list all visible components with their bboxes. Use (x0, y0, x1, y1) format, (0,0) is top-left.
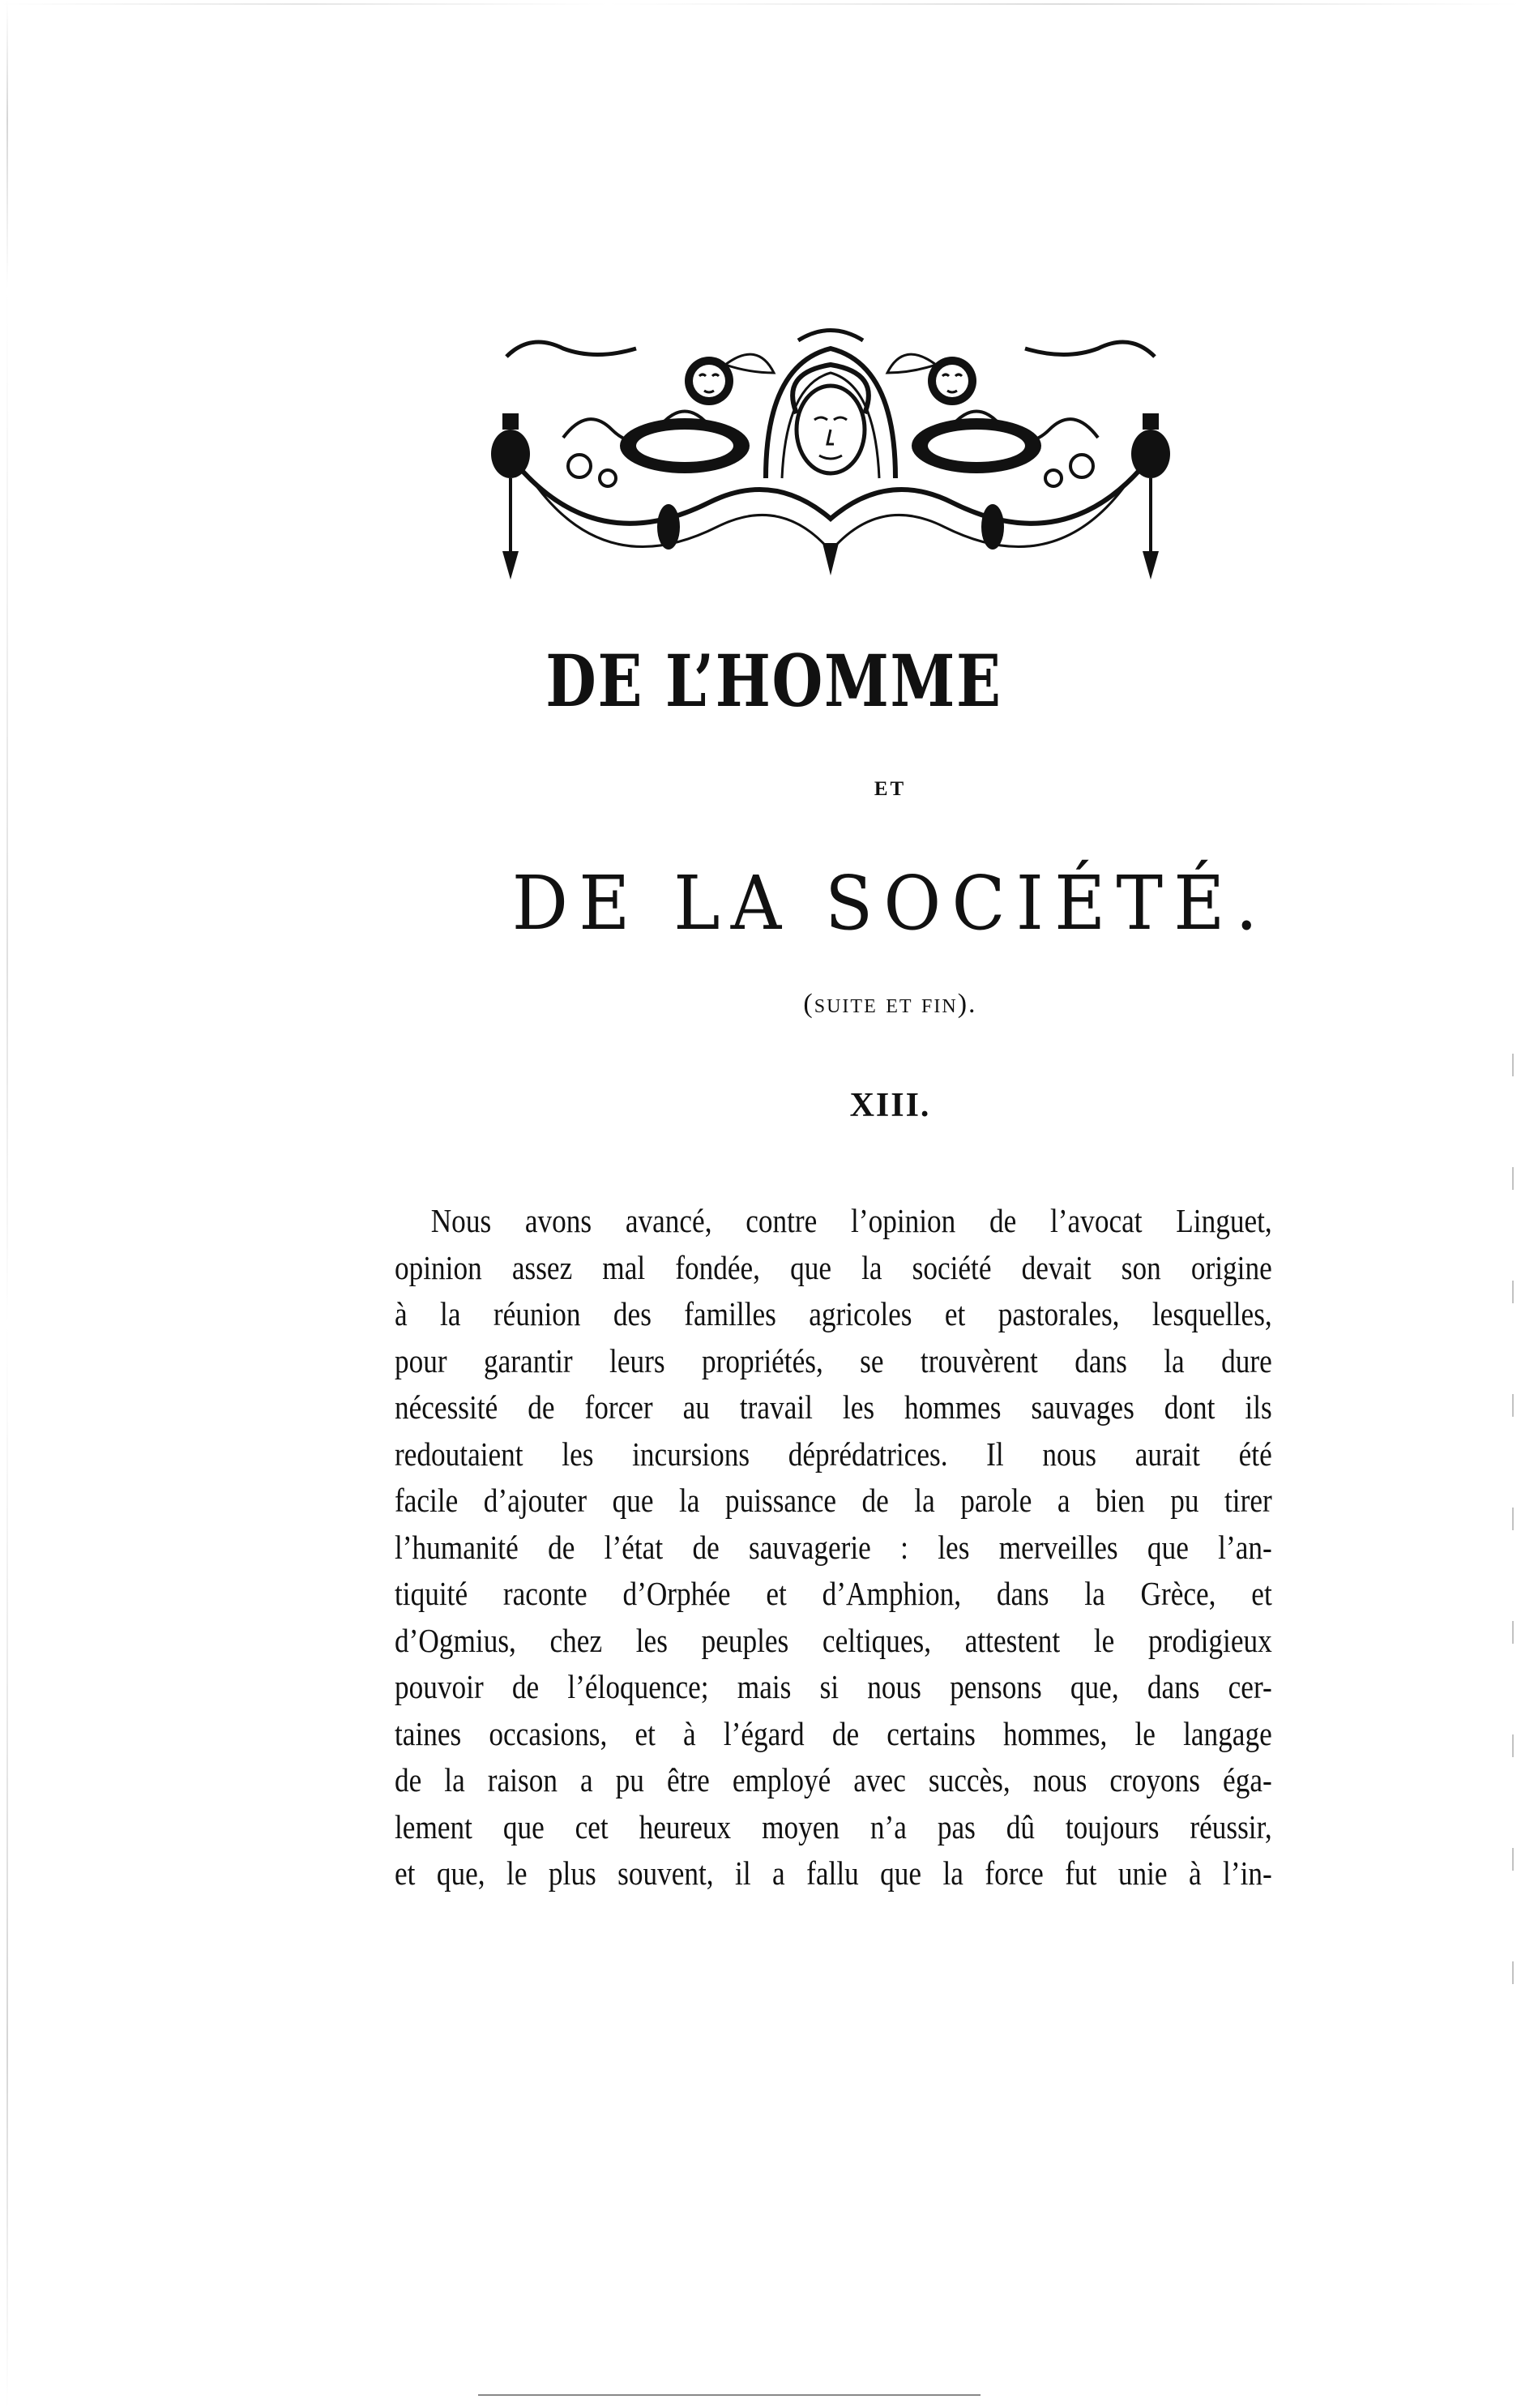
page-title: DE L’HOMME (545, 639, 1002, 723)
scan-edge-top (0, 3, 1521, 5)
text-line: l’humanité de l’état de sauvagerie : les merveilles que l’an- (395, 1528, 1272, 1566)
scan-edge-right (1512, 1054, 1514, 2026)
text-line: de la raison a pu être employé avec succès, nous croyons éga- (395, 1761, 1272, 1799)
ornament-headpiece-icon (466, 316, 1195, 584)
text-line: pour garantir leurs propriétés, se trouvèrent dans la dure (395, 1341, 1272, 1379)
text-line: tiquité raconte d’Orphée et d’Amphion, dans la Grèce, et (395, 1575, 1272, 1612)
body-paragraph (395, 1198, 1272, 1897)
text-line: opinion assez mal fondée, que la société devait son origine (395, 1248, 1272, 1286)
scan-edge-bottom (478, 2394, 981, 2396)
text-line: Nous avons avancé, contre l’opinion de l’avocat Linguet, (430, 1202, 1272, 1239)
text-line: facile d’ajouter que la puissance de la parole a bien pu tirer (395, 1482, 1272, 1519)
title-connector: ET (874, 778, 907, 800)
text-line: et que, le plus souvent, il a fallu que la force fut unie à l’in- (395, 1854, 1272, 1892)
scan-edge-left (6, 0, 8, 2408)
text-line: nécessité de forcer au travail les hommes sauvages dont ils (395, 1388, 1272, 1426)
page-title-second-line: DE LA SOCIÉTÉ. (511, 860, 1269, 947)
text-line: redoutaient les incursions déprédatrices. Il nous aurait été (395, 1435, 1272, 1473)
section-number: XIII. (849, 1087, 931, 1124)
text-line: d’Ogmius, chez les peuples celtiques, attestent le prodigieux (395, 1621, 1272, 1659)
text-line: lement que cet heureux moyen n’a pas dû toujours réussir, (395, 1807, 1272, 1846)
text-line: à la réunion des familles agricoles et pastorales, lesquelles, (395, 1295, 1272, 1332)
page-subtitle: (suite et fin). (803, 989, 977, 1019)
text-line: pouvoir de l’éloquence; mais si nous pensons que, dans cer- (395, 1668, 1272, 1705)
text-line: taines occasions, et à l’égard de certains hommes, le langage (395, 1714, 1272, 1752)
